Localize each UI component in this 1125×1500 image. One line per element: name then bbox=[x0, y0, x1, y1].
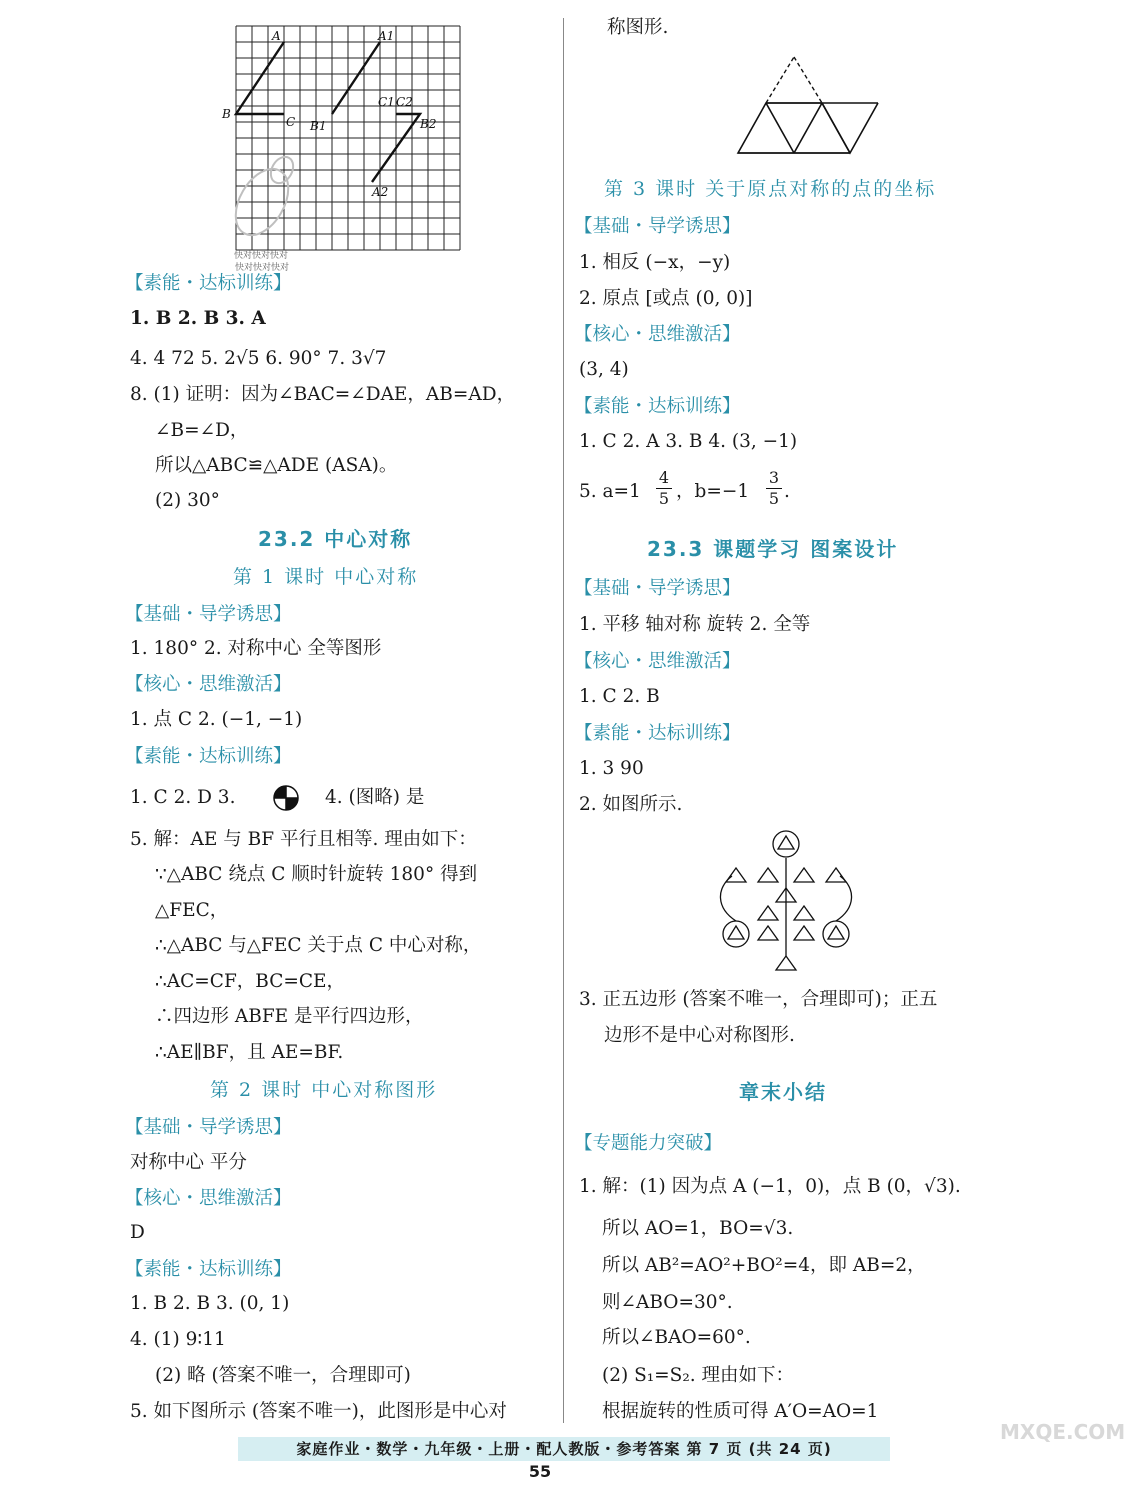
fraction-1-denominator: 5 bbox=[658, 489, 670, 508]
answer-line: 4. (图略) 是 bbox=[325, 787, 425, 808]
corner-watermark: MXQE.COM bbox=[1000, 1420, 1125, 1444]
answer-line: (2) 略 (答案不唯一，合理即可) bbox=[155, 1365, 411, 1386]
answer-line: ，b=−1 bbox=[676, 481, 750, 502]
answer-line: ∴AC=CF，BC=CE， bbox=[155, 971, 346, 992]
answer-line: 则∠ABO=30°. bbox=[602, 1292, 733, 1313]
fraction-2-denominator: 5 bbox=[768, 489, 780, 508]
fraction-1-numerator: 4 bbox=[656, 468, 672, 489]
answer-line: . bbox=[784, 481, 790, 502]
page-number: 55 bbox=[528, 1462, 552, 1481]
lesson-heading-2: 第 2 课时 中心对称图形 bbox=[210, 1079, 438, 1101]
translation-grid-figure bbox=[220, 22, 570, 261]
answer-line: ∴△ABC 与△FEC 关于点 C 中心对称， bbox=[155, 935, 482, 956]
answer-line: 1. 点 C 2. (−1, −1) bbox=[130, 709, 303, 730]
section-heading-23-3: 23.3 课题学习 图案设计 bbox=[647, 537, 899, 561]
section-tag-core-3: 【核心・思维激活】 bbox=[574, 324, 741, 345]
footer-bar: 家庭作业・数学・九年级・上册・配人教版・参考答案 第 7 页 (共 24 页) bbox=[238, 1437, 890, 1461]
section-tag-basic-3: 【基础・导学诱思】 bbox=[574, 216, 741, 237]
answer-line: 1. C 2. B bbox=[579, 686, 660, 707]
section-tag-basic-1: 【基础・导学诱思】 bbox=[125, 604, 292, 625]
answer-line: 2. 如图所示. bbox=[579, 794, 683, 815]
answer-line: 4. (1) 9∶11 bbox=[130, 1329, 226, 1350]
fraction-2-numerator: 3 bbox=[766, 468, 782, 489]
chapter-summary-heading: 章末小结 bbox=[739, 1080, 827, 1104]
answer-line: 根据旋转的性质可得 A′O=AO=1 bbox=[602, 1401, 879, 1422]
label-A2: A2 bbox=[372, 185, 389, 199]
answer-line: 所以 AB²=AO²+BO²=4，即 AB=2， bbox=[602, 1255, 926, 1276]
answer-line: ∠B=∠D， bbox=[155, 420, 249, 441]
answer-line: 1. C 2. A 3. B 4. (3, −1) bbox=[579, 431, 798, 452]
small-watermark-1: 快对快对快对 bbox=[234, 251, 289, 261]
answer-line: △FEC， bbox=[155, 900, 229, 921]
answer-line: 所以∠BAO=60°. bbox=[602, 1327, 751, 1348]
label-B1: B1 bbox=[310, 119, 327, 133]
answer-line: ∴四边形 ABFE 是平行四边形， bbox=[155, 1006, 424, 1027]
triangle-figure bbox=[734, 55, 884, 160]
answer-line: 5. 解：AE 与 BF 平行且相等. 理由如下： bbox=[130, 829, 477, 850]
section-heading-23-2: 23.2 中心对称 bbox=[258, 527, 413, 551]
answer-line: 8. (1) 证明：因为∠BAC=∠DAE，AB=AD， bbox=[130, 384, 516, 405]
answer-line: D bbox=[130, 1222, 145, 1243]
section-tag-training-2: 【素能・达标训练】 bbox=[125, 746, 292, 767]
answer-line: 1. C 2. D 3. bbox=[130, 787, 236, 808]
section-tag-core-2: 【核心・思维激活】 bbox=[125, 1188, 292, 1209]
answer-line: 1. B 2. B 3. (0, 1) bbox=[130, 1293, 290, 1314]
small-watermark-2: 快对快对快对 bbox=[235, 263, 290, 273]
answer-line: 对称中心 平分 bbox=[130, 1152, 247, 1173]
answer-line: 1. 相反 (−x，−y) bbox=[579, 252, 731, 273]
fraction-2 bbox=[766, 468, 782, 509]
section-tag-special: 【专题能力突破】 bbox=[574, 1133, 723, 1154]
section-tag-core-4: 【核心・思维激活】 bbox=[574, 651, 741, 672]
answer-line: 3. 正五边形 (答案不唯一，合理即可)；正五 bbox=[579, 989, 938, 1010]
fraction-1 bbox=[656, 468, 672, 509]
answer-line: (2) 30° bbox=[155, 490, 220, 511]
section-tag-training-3: 【素能・达标训练】 bbox=[125, 1259, 292, 1280]
section-tag-training-5: 【素能・达标训练】 bbox=[574, 723, 741, 744]
answer-line: 称图形. bbox=[607, 17, 669, 38]
section-tag-core-1: 【核心・思维激活】 bbox=[125, 674, 292, 695]
answer-line: ∴AE∥BF，且 AE=BF. bbox=[155, 1042, 344, 1063]
lesson-heading-1: 第 1 课时 中心对称 bbox=[233, 566, 419, 588]
answer-line: 1. 解：(1) 因为点 A (−1，0)，点 B (0，√3). bbox=[579, 1176, 961, 1197]
section-tag-basic-2: 【基础・导学诱思】 bbox=[125, 1117, 292, 1138]
label-B2: B2 bbox=[420, 117, 437, 131]
section-tag-training-4: 【素能・达标训练】 bbox=[574, 396, 741, 417]
label-A: A bbox=[272, 29, 281, 43]
answer-line: 1. 180° 2. 对称中心 全等图形 bbox=[130, 638, 382, 659]
answer-line: 所以△ABC≌△ADE (ASA)。 bbox=[155, 455, 398, 476]
answer-line: 2. 原点 [或点 (0, 0)] bbox=[579, 288, 753, 309]
answer-line: 4. 4 72 5. 2√5 6. 90° 7. 3√7 bbox=[130, 348, 387, 369]
label-B: B bbox=[222, 107, 231, 121]
answer-line: ∵△ABC 绕点 C 顺时针旋转 180° 得到 bbox=[155, 864, 478, 885]
label-C2: C2 bbox=[396, 95, 413, 109]
answer-line: 5. a=1 bbox=[579, 481, 641, 502]
answer-line: 所以 AO=1，BO=√3. bbox=[602, 1218, 794, 1239]
section-tag-basic-4: 【基础・导学诱思】 bbox=[574, 578, 741, 599]
answer-line: 1. 3 90 bbox=[579, 758, 644, 779]
label-C1: C1 bbox=[378, 95, 395, 109]
answer-line: 5. 如下图所示 (答案不唯一)，此图形是中心对 bbox=[130, 1401, 507, 1422]
answer-line: 1. 平移 轴对称 旋转 2. 全等 bbox=[579, 614, 811, 635]
triangle-pattern-figure bbox=[714, 828, 859, 973]
answer-line: 1. B 2. B 3. A bbox=[130, 308, 266, 329]
answer-line: (3, 4) bbox=[579, 359, 629, 380]
circle-quadrant-icon bbox=[272, 784, 300, 812]
label-A1: A1 bbox=[378, 29, 395, 43]
answer-line: (2) S₁=S₂. 理由如下： bbox=[602, 1365, 795, 1386]
answer-line: 边形不是中心对称图形. bbox=[604, 1025, 795, 1046]
label-C: C bbox=[286, 115, 296, 129]
lesson-heading-3: 第 3 课时 关于原点对称的点的坐标 bbox=[604, 178, 937, 200]
section-tag-training-1: 【素能・达标训练】 bbox=[125, 273, 292, 294]
